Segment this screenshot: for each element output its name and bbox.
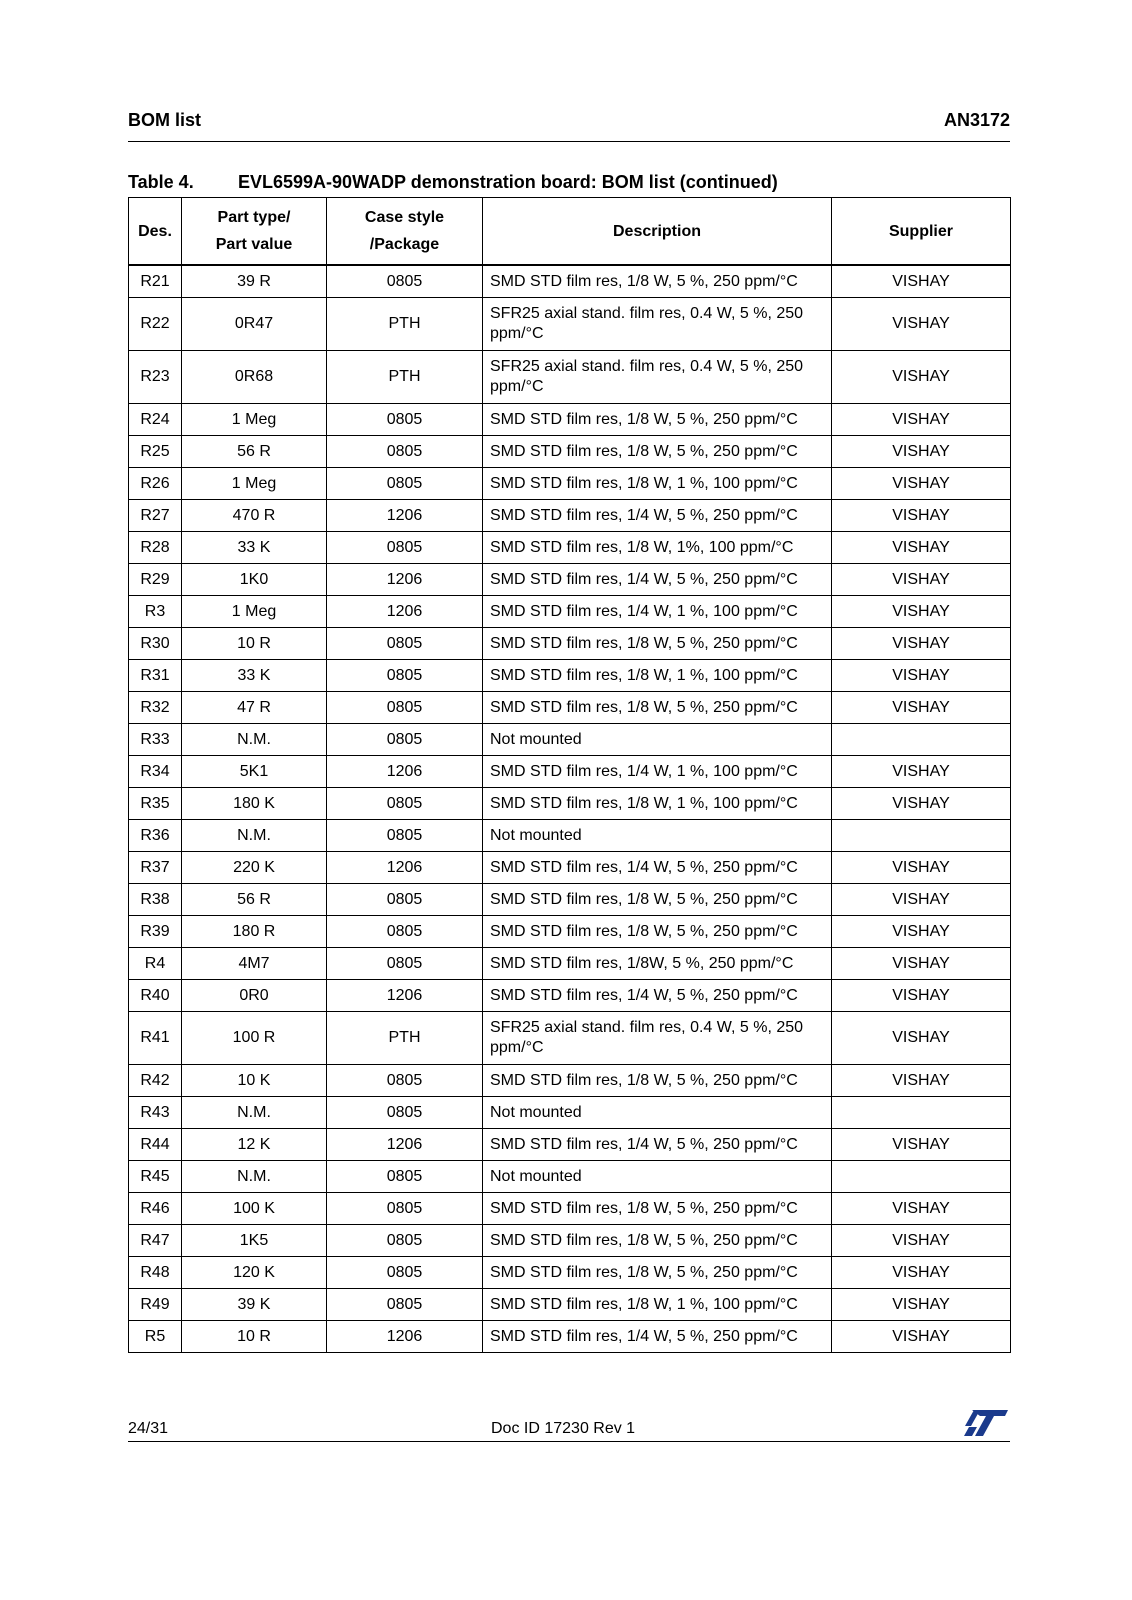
cell-des: R32 <box>129 692 182 724</box>
cell-supplier: VISHAY <box>832 1289 1011 1321</box>
cell-supplier: VISHAY <box>832 265 1011 298</box>
cell-description: Not mounted <box>483 820 832 852</box>
cell-part-value: 180 K <box>182 788 327 820</box>
cell-supplier <box>832 1097 1011 1129</box>
running-header-section: BOM list <box>128 110 202 130</box>
cell-package: 0805 <box>327 1257 483 1289</box>
table-number: Table 4. <box>128 172 194 192</box>
cell-description: SMD STD film res, 1/4 W, 5 %, 250 ppm/°C <box>483 1129 832 1161</box>
cell-package: 1206 <box>327 1321 483 1353</box>
cell-des: R49 <box>129 1289 182 1321</box>
table-row <box>129 1321 1011 1353</box>
cell-package: 1206 <box>327 500 483 532</box>
cell-description: SMD STD film res, 1/8 W, 1 %, 100 ppm/°C <box>483 1289 832 1321</box>
cell-description: SMD STD film res, 1/8 W, 5 %, 250 ppm/°C <box>483 692 832 724</box>
cell-part-value: 39 K <box>182 1289 327 1321</box>
cell-des: R35 <box>129 788 182 820</box>
cell-description: Not mounted <box>483 1097 832 1129</box>
cell-supplier: VISHAY <box>832 436 1011 468</box>
cell-package: 0805 <box>327 532 483 564</box>
cell-supplier: VISHAY <box>832 1257 1011 1289</box>
cell-description: SFR25 axial stand. film res, 0.4 W, 5 %, 250 ppm/°C <box>483 1012 832 1065</box>
cell-des: R21 <box>129 265 182 298</box>
table-row <box>129 351 1011 404</box>
cell-description: SFR25 axial stand. film res, 0.4 W, 5 %, 250 ppm/°C <box>483 298 832 351</box>
table-row <box>129 1012 1011 1065</box>
cell-package: 0805 <box>327 404 483 436</box>
cell-des: R39 <box>129 916 182 948</box>
table-row <box>129 756 1011 788</box>
cell-part-value: 0R68 <box>182 351 327 404</box>
table-row <box>129 1161 1011 1193</box>
cell-package: 1206 <box>327 852 483 884</box>
table-row <box>129 1065 1011 1097</box>
cell-description: SMD STD film res, 1/8 W, 5 %, 250 ppm/°C <box>483 1065 832 1097</box>
cell-package: 1206 <box>327 596 483 628</box>
cell-package: 0805 <box>327 1193 483 1225</box>
cell-supplier: VISHAY <box>832 351 1011 404</box>
table-row <box>129 916 1011 948</box>
page-number: 24/31 <box>128 1420 169 1437</box>
footer-rule <box>128 1441 1010 1442</box>
table-row <box>129 265 1011 298</box>
table-row <box>129 948 1011 980</box>
cell-description: SMD STD film res, 1/8 W, 5 %, 250 ppm/°C <box>483 404 832 436</box>
table-row <box>129 1129 1011 1161</box>
table-caption <box>128 172 778 193</box>
cell-supplier: VISHAY <box>832 884 1011 916</box>
cell-des: R38 <box>129 884 182 916</box>
cell-part-value: 10 R <box>182 628 327 660</box>
cell-supplier <box>832 1161 1011 1193</box>
cell-supplier: VISHAY <box>832 692 1011 724</box>
cell-package: 1206 <box>327 756 483 788</box>
cell-supplier <box>832 724 1011 756</box>
table-title: EVL6599A-90WADP demonstration board: BOM list (continued) <box>238 172 778 192</box>
cell-package: 0805 <box>327 265 483 298</box>
cell-package: 0805 <box>327 788 483 820</box>
cell-part-value: 180 R <box>182 916 327 948</box>
cell-part-value: 470 R <box>182 500 327 532</box>
cell-package: 0805 <box>327 948 483 980</box>
cell-des: R37 <box>129 852 182 884</box>
cell-supplier: VISHAY <box>832 1129 1011 1161</box>
cell-part-value: 1 Meg <box>182 404 327 436</box>
st-logo-icon <box>960 1409 1010 1437</box>
cell-description: SMD STD film res, 1/8 W, 1 %, 100 ppm/°C <box>483 788 832 820</box>
cell-supplier: VISHAY <box>832 298 1011 351</box>
table-row <box>129 436 1011 468</box>
cell-supplier: VISHAY <box>832 916 1011 948</box>
table-row <box>129 596 1011 628</box>
cell-des: R28 <box>129 532 182 564</box>
table-row <box>129 788 1011 820</box>
table-body <box>129 265 1011 1353</box>
table-row <box>129 1257 1011 1289</box>
cell-des: R47 <box>129 1225 182 1257</box>
table-row <box>129 1097 1011 1129</box>
cell-supplier: VISHAY <box>832 1193 1011 1225</box>
cell-supplier: VISHAY <box>832 660 1011 692</box>
cell-description: SMD STD film res, 1/4 W, 5 %, 250 ppm/°C <box>483 980 832 1012</box>
cell-package: 1206 <box>327 980 483 1012</box>
table-row <box>129 298 1011 351</box>
cell-package: 0805 <box>327 820 483 852</box>
cell-des: R3 <box>129 596 182 628</box>
running-header-docnum: AN3172 <box>943 110 1010 130</box>
cell-description: Not mounted <box>483 1161 832 1193</box>
cell-package: 0805 <box>327 1225 483 1257</box>
table-row <box>129 724 1011 756</box>
cell-supplier: VISHAY <box>832 980 1011 1012</box>
cell-part-value: 10 K <box>182 1065 327 1097</box>
cell-package: 1206 <box>327 564 483 596</box>
cell-description: SMD STD film res, 1/8 W, 5 %, 250 ppm/°C <box>483 628 832 660</box>
cell-part-value: 33 K <box>182 532 327 564</box>
cell-des: R48 <box>129 1257 182 1289</box>
cell-part-value: N.M. <box>182 820 327 852</box>
cell-des: R40 <box>129 980 182 1012</box>
table-row <box>129 1289 1011 1321</box>
cell-part-value: 1K5 <box>182 1225 327 1257</box>
cell-des: R22 <box>129 298 182 351</box>
header-case-line1: Case style <box>364 209 445 226</box>
cell-supplier: VISHAY <box>832 404 1011 436</box>
cell-description: SMD STD film res, 1/4 W, 1 %, 100 ppm/°C <box>483 596 832 628</box>
cell-package: 0805 <box>327 1289 483 1321</box>
table-row <box>129 660 1011 692</box>
cell-part-value: N.M. <box>182 1097 327 1129</box>
cell-part-value: 1K0 <box>182 564 327 596</box>
doc-id: Doc ID 17230 Rev 1 <box>491 1420 636 1437</box>
cell-supplier: VISHAY <box>832 1012 1011 1065</box>
cell-package: 0805 <box>327 1097 483 1129</box>
cell-des: R25 <box>129 436 182 468</box>
table-row <box>129 820 1011 852</box>
cell-des: R27 <box>129 500 182 532</box>
header-des: Des. <box>129 198 182 266</box>
cell-package: PTH <box>327 298 483 351</box>
header-part-type <box>182 198 327 266</box>
cell-supplier: VISHAY <box>832 596 1011 628</box>
cell-supplier <box>832 820 1011 852</box>
header-part-line2: Part value <box>215 236 293 253</box>
cell-supplier: VISHAY <box>832 628 1011 660</box>
cell-part-value: 220 K <box>182 852 327 884</box>
table-row <box>129 628 1011 660</box>
table-row <box>129 852 1011 884</box>
cell-supplier: VISHAY <box>832 532 1011 564</box>
cell-des: R29 <box>129 564 182 596</box>
cell-des: R45 <box>129 1161 182 1193</box>
cell-des: R42 <box>129 1065 182 1097</box>
cell-description: SMD STD film res, 1/8 W, 5 %, 250 ppm/°C <box>483 1193 832 1225</box>
header-case-line2: /Package <box>369 236 440 253</box>
cell-des: R4 <box>129 948 182 980</box>
table-header-row <box>129 198 1011 266</box>
cell-supplier: VISHAY <box>832 948 1011 980</box>
cell-supplier: VISHAY <box>832 500 1011 532</box>
cell-description: SMD STD film res, 1/8 W, 5 %, 250 ppm/°C <box>483 1225 832 1257</box>
cell-part-value: 1 Meg <box>182 468 327 500</box>
cell-des: R34 <box>129 756 182 788</box>
cell-package: 0805 <box>327 724 483 756</box>
cell-supplier: VISHAY <box>832 852 1011 884</box>
header-description: Description <box>483 198 832 266</box>
table-row <box>129 532 1011 564</box>
cell-des: R36 <box>129 820 182 852</box>
table-row <box>129 1193 1011 1225</box>
cell-description: SMD STD film res, 1/8 W, 5 %, 250 ppm/°C <box>483 884 832 916</box>
table-row <box>129 468 1011 500</box>
cell-package: 0805 <box>327 660 483 692</box>
header-case-style <box>327 198 483 266</box>
cell-description: SMD STD film res, 1/8 W, 1%, 100 ppm/°C <box>483 532 832 564</box>
cell-description: SMD STD film res, 1/4 W, 5 %, 250 ppm/°C <box>483 564 832 596</box>
cell-description: SMD STD film res, 1/8 W, 5 %, 250 ppm/°C <box>483 436 832 468</box>
header-part-line1: Part type/ <box>217 209 291 226</box>
header-supplier: Supplier <box>832 198 1011 266</box>
cell-part-value: 10 R <box>182 1321 327 1353</box>
cell-des: R46 <box>129 1193 182 1225</box>
cell-description: SMD STD film res, 1/8 W, 5 %, 250 ppm/°C <box>483 1257 832 1289</box>
cell-description: Not mounted <box>483 724 832 756</box>
cell-part-value: 12 K <box>182 1129 327 1161</box>
cell-description: SMD STD film res, 1/4 W, 5 %, 250 ppm/°C <box>483 1321 832 1353</box>
cell-package: 0805 <box>327 1065 483 1097</box>
cell-des: R24 <box>129 404 182 436</box>
cell-part-value: N.M. <box>182 1161 327 1193</box>
cell-supplier: VISHAY <box>832 1225 1011 1257</box>
cell-part-value: 0R0 <box>182 980 327 1012</box>
table-row <box>129 500 1011 532</box>
cell-part-value: 47 R <box>182 692 327 724</box>
cell-package: 0805 <box>327 692 483 724</box>
cell-part-value: 5K1 <box>182 756 327 788</box>
cell-des: R23 <box>129 351 182 404</box>
cell-part-value: 56 R <box>182 884 327 916</box>
cell-supplier: VISHAY <box>832 1065 1011 1097</box>
cell-des: R44 <box>129 1129 182 1161</box>
bom-table <box>128 197 1011 1353</box>
cell-part-value: 1 Meg <box>182 596 327 628</box>
cell-part-value: 0R47 <box>182 298 327 351</box>
cell-package: 0805 <box>327 436 483 468</box>
cell-description: SMD STD film res, 1/8 W, 5 %, 250 ppm/°C <box>483 265 832 298</box>
cell-des: R41 <box>129 1012 182 1065</box>
cell-part-value: 39 R <box>182 265 327 298</box>
cell-supplier: VISHAY <box>832 1321 1011 1353</box>
table-row <box>129 1225 1011 1257</box>
cell-des: R30 <box>129 628 182 660</box>
table-row <box>129 980 1011 1012</box>
cell-description: SMD STD film res, 1/4 W, 5 %, 250 ppm/°C <box>483 852 832 884</box>
cell-description: SMD STD film res, 1/8 W, 1 %, 100 ppm/°C <box>483 468 832 500</box>
cell-supplier: VISHAY <box>832 564 1011 596</box>
cell-description: SMD STD film res, 1/8W, 5 %, 250 ppm/°C <box>483 948 832 980</box>
cell-part-value: 33 K <box>182 660 327 692</box>
table-row <box>129 884 1011 916</box>
table-row <box>129 404 1011 436</box>
cell-supplier: VISHAY <box>832 788 1011 820</box>
cell-part-value: 100 K <box>182 1193 327 1225</box>
cell-part-value: N.M. <box>182 724 327 756</box>
cell-package: 0805 <box>327 884 483 916</box>
cell-package: 0805 <box>327 468 483 500</box>
cell-des: R31 <box>129 660 182 692</box>
cell-package: 0805 <box>327 1161 483 1193</box>
cell-supplier: VISHAY <box>832 468 1011 500</box>
cell-part-value: 56 R <box>182 436 327 468</box>
cell-package: 0805 <box>327 628 483 660</box>
cell-package: PTH <box>327 1012 483 1065</box>
cell-package: 0805 <box>327 916 483 948</box>
cell-part-value: 4M7 <box>182 948 327 980</box>
cell-description: SMD STD film res, 1/8 W, 1 %, 100 ppm/°C <box>483 660 832 692</box>
cell-package: PTH <box>327 351 483 404</box>
cell-description: SMD STD film res, 1/4 W, 1 %, 100 ppm/°C <box>483 756 832 788</box>
table-row <box>129 564 1011 596</box>
cell-des: R5 <box>129 1321 182 1353</box>
cell-part-value: 120 K <box>182 1257 327 1289</box>
cell-supplier: VISHAY <box>832 756 1011 788</box>
cell-package: 1206 <box>327 1129 483 1161</box>
cell-part-value: 100 R <box>182 1012 327 1065</box>
cell-description: SFR25 axial stand. film res, 0.4 W, 5 %, 250 ppm/°C <box>483 351 832 404</box>
cell-des: R43 <box>129 1097 182 1129</box>
header-rule <box>128 141 1010 142</box>
cell-description: SMD STD film res, 1/8 W, 5 %, 250 ppm/°C <box>483 916 832 948</box>
cell-des: R26 <box>129 468 182 500</box>
cell-des: R33 <box>129 724 182 756</box>
table-row <box>129 692 1011 724</box>
cell-description: SMD STD film res, 1/4 W, 5 %, 250 ppm/°C <box>483 500 832 532</box>
